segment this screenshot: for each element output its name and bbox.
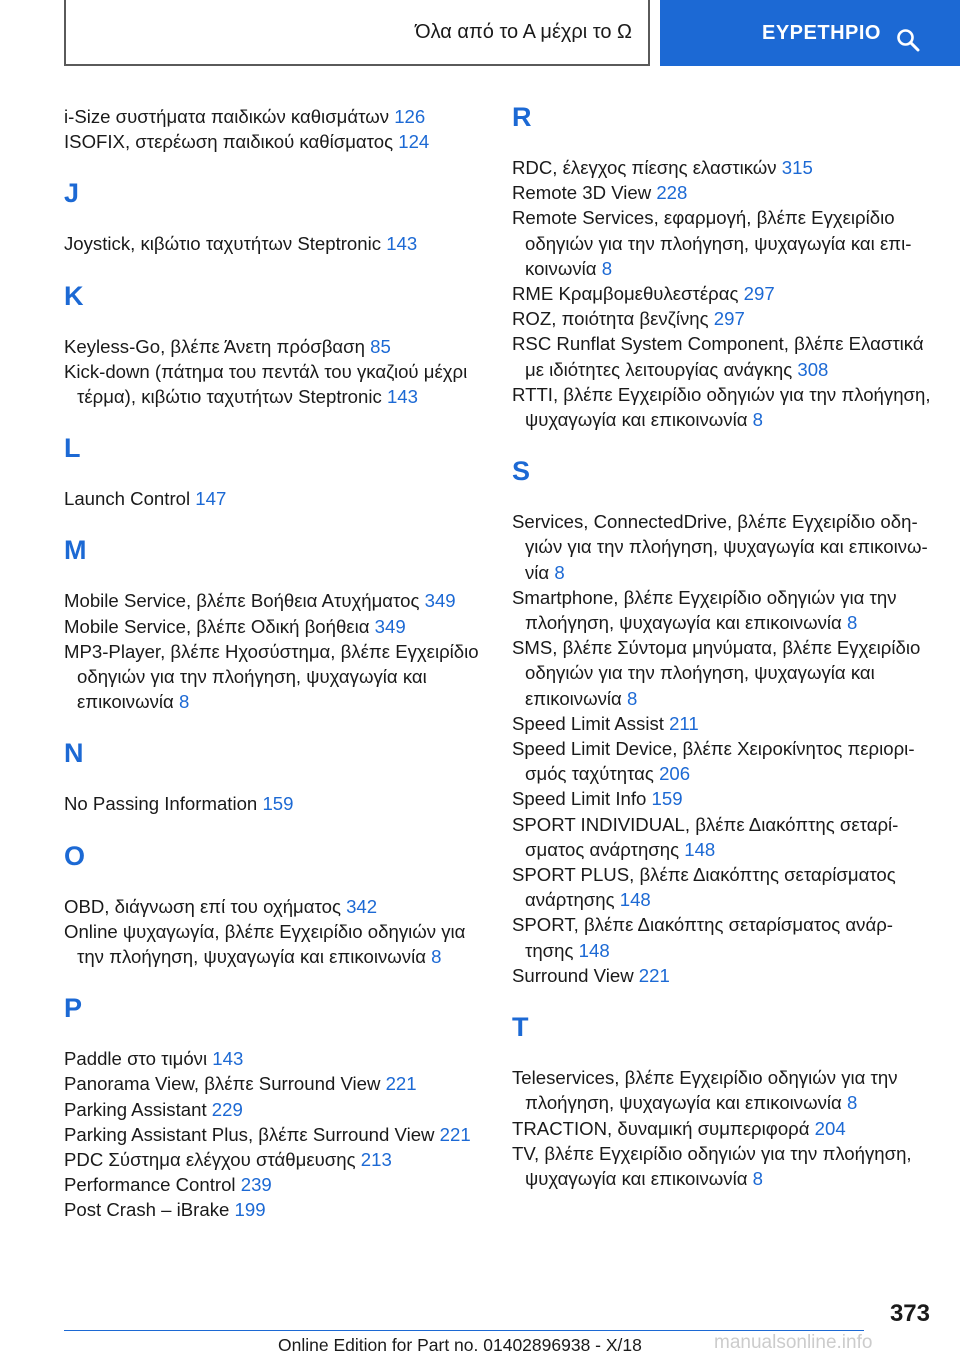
entry-text: Teleservices, βλέπε Εγχειρίδιο οδηγιών για την πλοήγηση, ψυχαγωγία και επικοινωνία — [512, 1067, 898, 1114]
page-link[interactable]: 349 — [424, 590, 456, 612]
index-entry — [512, 306, 932, 331]
entry-text: SPORT PLUS, βλέπε Διακόπτης σεταρίσματος ανάρτησης — [512, 864, 896, 911]
page-link[interactable]: 221 — [439, 1123, 471, 1145]
page-link[interactable]: 297 — [713, 308, 745, 330]
index-entry — [64, 1071, 484, 1096]
entry-text: i-Size συστήματα παιδικών καθισμάτων — [64, 106, 390, 127]
index-entry — [64, 486, 484, 511]
page-link[interactable]: 349 — [374, 615, 406, 637]
index-entry — [64, 1197, 484, 1222]
search-icon[interactable] — [896, 28, 920, 52]
entry-text: SPORT, βλέπε Διακόπτης σεταρίσματος ανάρτησης — [512, 914, 893, 961]
entry-text: TRACTION, δυναμική συμπεριφορά — [512, 1117, 810, 1139]
entry-text: Parking Assistant — [64, 1098, 207, 1120]
page-link[interactable]: 8 — [752, 1167, 764, 1189]
tab-index[interactable] — [660, 0, 960, 66]
entry-text: Online ψυχαγωγία, βλέπε Εγχειρίδιο οδηγιών για την πλοήγηση, ψυχαγωγία και επικοινωνία — [64, 920, 466, 968]
index-entry — [512, 1065, 932, 1115]
entry-text: Kick-down (πάτημα του πεντάλ του γκαζιού μέχρι τέρμα), κιβώτιο ταχυτήτων Steptronic — [64, 360, 468, 408]
section-letter: K — [64, 280, 84, 311]
page-link[interactable]: 315 — [781, 157, 813, 178]
index-section — [64, 280, 484, 410]
entry-text: Joystick, κιβώτιο ταχυτήτων Steptronic — [64, 233, 382, 255]
entry-text: Smartphone, βλέπε Εγχειρίδιο οδηγιών για την πλοήγηση, ψυχαγωγία και επικοινωνία — [512, 586, 897, 634]
page-link[interactable]: 147 — [195, 488, 227, 510]
entry-text: RSC Runflat System Component, βλέπε Ελαστικά με ιδιότητες λειτουργίας ανάγκης — [512, 333, 924, 380]
page-link[interactable]: 85 — [370, 335, 391, 357]
index-entry — [512, 862, 932, 912]
index-entry — [64, 639, 484, 715]
section-letter: M — [64, 535, 87, 566]
entry-text: Surround View — [512, 964, 634, 986]
index-entry — [64, 1097, 484, 1122]
tab-az-label: Όλα από το Α μέχρι το Ω — [415, 20, 632, 43]
entry-text: PDC Σύστημα ελέγχου στάθμευσης — [64, 1149, 356, 1171]
entry-text: Services, ConnectedDrive, βλέπε Εγχειρίδιο οδηγιών για την πλοήγηση, ψυχαγωγία και επικοινωνία — [512, 511, 928, 583]
page-link[interactable]: 143 — [212, 1048, 244, 1070]
section-letter: T — [512, 1012, 529, 1043]
index-entry — [64, 1172, 484, 1197]
entry-text: Paddle στο τιμόνι — [64, 1048, 208, 1070]
page-link[interactable]: 159 — [262, 793, 294, 815]
page-link[interactable]: 8 — [846, 612, 858, 634]
entry-text: Mobile Service, βλέπε Οδική βοήθεια — [64, 615, 370, 637]
page-link[interactable]: 148 — [684, 838, 716, 860]
section-letter: R — [512, 102, 532, 132]
index-entry — [512, 155, 932, 180]
page-link[interactable]: 204 — [814, 1117, 846, 1139]
index-entry — [512, 711, 932, 736]
index-section — [64, 435, 484, 511]
page-link[interactable]: 342 — [346, 895, 378, 917]
index-section — [64, 740, 484, 816]
entry-text: Mobile Service, βλέπε Βοήθεια Ατυχήματος — [64, 590, 420, 612]
index-entry — [512, 1141, 932, 1191]
page-link[interactable]: 143 — [386, 233, 418, 255]
entry-text: No Passing Information — [64, 793, 258, 815]
section-letter: N — [64, 738, 84, 769]
page-link[interactable]: 221 — [638, 964, 670, 986]
index-entry — [64, 1147, 484, 1172]
index-section — [64, 840, 484, 970]
entry-text: RME Κραμβομεθυλεστέρας — [512, 283, 739, 305]
page-link[interactable]: 239 — [240, 1174, 272, 1196]
edition-text: Online Edition for Part no. 01402896938 - X/18 — [278, 1335, 642, 1355]
index-entry — [512, 382, 932, 432]
index-entry — [64, 588, 484, 613]
entry-text: Post Crash – iBrake — [64, 1199, 230, 1221]
page-link[interactable]: 8 — [846, 1092, 858, 1114]
section-letter: J — [64, 178, 80, 209]
entry-text: Speed Limit Info — [512, 788, 647, 810]
page-link[interactable]: 297 — [743, 283, 775, 305]
tab-az-index[interactable] — [64, 0, 650, 66]
index-column-right — [512, 104, 932, 1217]
entry-text: MP3-Player, βλέπε Ηχοσύστημα, βλέπε Εγχειρίδιο οδηγιών για την πλοήγηση, ψυχαγωγία και επικοινωνία — [64, 640, 479, 713]
page-link[interactable]: 213 — [360, 1149, 392, 1171]
page-link[interactable]: 211 — [669, 712, 699, 734]
footer-divider — [64, 1330, 864, 1331]
page-link[interactable]: 8 — [601, 257, 613, 279]
entry-text: Performance Control — [64, 1174, 236, 1196]
tab-index-label: ΕΥΡΕΤΗΡΙΟ — [762, 21, 881, 44]
index-entry — [64, 614, 484, 639]
index-entry — [64, 359, 484, 409]
index-entry — [64, 334, 484, 359]
index-section — [512, 458, 932, 988]
page-link[interactable]: 8 — [752, 409, 764, 431]
index-entry — [64, 894, 484, 919]
entry-text: Parking Assistant Plus, βλέπε Surround View — [64, 1123, 435, 1145]
index-section — [64, 104, 484, 154]
page-link[interactable]: 143 — [386, 386, 418, 408]
index-entry — [512, 281, 932, 306]
index-entry — [512, 180, 932, 205]
page-link[interactable]: 229 — [211, 1098, 243, 1120]
index-entry — [512, 912, 932, 962]
page-link[interactable]: 148 — [619, 889, 651, 911]
entry-text: Remote Services, εφαρμογή, βλέπε Εγχειρίδιο οδηγιών για την πλοήγηση, ψυχαγωγία και επικοινωνία — [512, 207, 912, 279]
section-letter: S — [512, 456, 531, 487]
index-entry — [64, 1046, 484, 1071]
page-link[interactable]: 8 — [178, 691, 190, 713]
index-entry — [512, 963, 932, 988]
index-entry — [512, 812, 932, 862]
index-section — [512, 1014, 932, 1191]
section-letter: L — [64, 433, 81, 464]
index-section — [64, 537, 484, 714]
index-section — [64, 995, 484, 1222]
entry-text: Keyless-Go, βλέπε Άνετη πρόσβαση — [64, 335, 365, 357]
index-entry — [512, 736, 932, 786]
page-link[interactable]: 8 — [554, 561, 565, 583]
entry-text: Speed Limit Assist — [512, 712, 664, 734]
entry-text: OBD, διάγνωση επί του οχήματος — [64, 895, 341, 917]
entry-text: Remote 3D View — [512, 182, 652, 204]
index-section — [512, 104, 932, 432]
page-link[interactable]: 206 — [659, 763, 691, 785]
page-link[interactable]: 308 — [797, 358, 829, 380]
entry-text: RTTI, βλέπε Εγχειρίδιο οδηγιών για την πλοήγηση, ψυχαγωγία και επικοινωνία — [512, 383, 931, 431]
entry-text: RDC, έλεγχος πίεσης ελαστικών — [512, 157, 777, 178]
page-link[interactable]: 148 — [578, 939, 610, 961]
entry-text: TV, βλέπε Εγχειρίδιο οδηγιών για την πλοήγηση, ψυχαγωγία και επικοινωνία — [512, 1142, 912, 1189]
entry-text: Panorama View, βλέπε Surround View — [64, 1073, 381, 1095]
index-entry — [512, 585, 932, 635]
index-entry — [64, 104, 484, 129]
entry-text: SMS, βλέπε Σύντομα μηνύματα, βλέπε Εγχειρίδιο οδηγιών για την πλοήγηση, ψυχαγωγία και επικοινωνία — [512, 637, 921, 709]
entry-text: Launch Control — [64, 488, 191, 510]
entry-text: Speed Limit Device, βλέπε Χειροκίνητος περιορισμός ταχύτητας — [512, 738, 915, 785]
page-link[interactable]: 126 — [394, 106, 426, 127]
index-section — [64, 180, 484, 256]
entry-text: ISOFIX, στερέωση παιδικού καθίσματος — [64, 131, 394, 153]
index-entry — [64, 1122, 484, 1147]
page-link[interactable]: 8 — [431, 946, 442, 968]
section-letter: O — [64, 840, 86, 871]
index-entry — [64, 919, 484, 969]
index-entry — [64, 791, 484, 816]
page-link[interactable]: 199 — [234, 1199, 266, 1221]
page-link[interactable]: 228 — [656, 182, 688, 204]
index-entry — [512, 786, 932, 811]
index-entry — [512, 1116, 932, 1141]
page-link[interactable]: 124 — [398, 131, 430, 153]
entry-text: SPORT INDIVIDUAL, βλέπε Διακόπτης σεταρίσματος ανάρτησης — [512, 813, 899, 860]
watermark: manualsonline.info — [714, 1332, 873, 1353]
index-column-left — [64, 104, 484, 1249]
index-entry — [512, 509, 932, 585]
top-navigation-bar — [0, 0, 960, 66]
index-entry — [64, 129, 484, 154]
page-link[interactable]: 159 — [651, 788, 683, 810]
index-entry — [512, 635, 932, 711]
index-entry — [512, 205, 932, 281]
page-link[interactable]: 221 — [385, 1073, 417, 1095]
section-letter: P — [64, 993, 83, 1024]
entry-text: ROZ, ποιότητα βενζίνης — [512, 308, 709, 330]
page-number: 373 — [889, 1300, 930, 1327]
index-entry — [512, 331, 932, 381]
index-entry — [64, 231, 484, 256]
page-link[interactable]: 8 — [626, 687, 638, 709]
